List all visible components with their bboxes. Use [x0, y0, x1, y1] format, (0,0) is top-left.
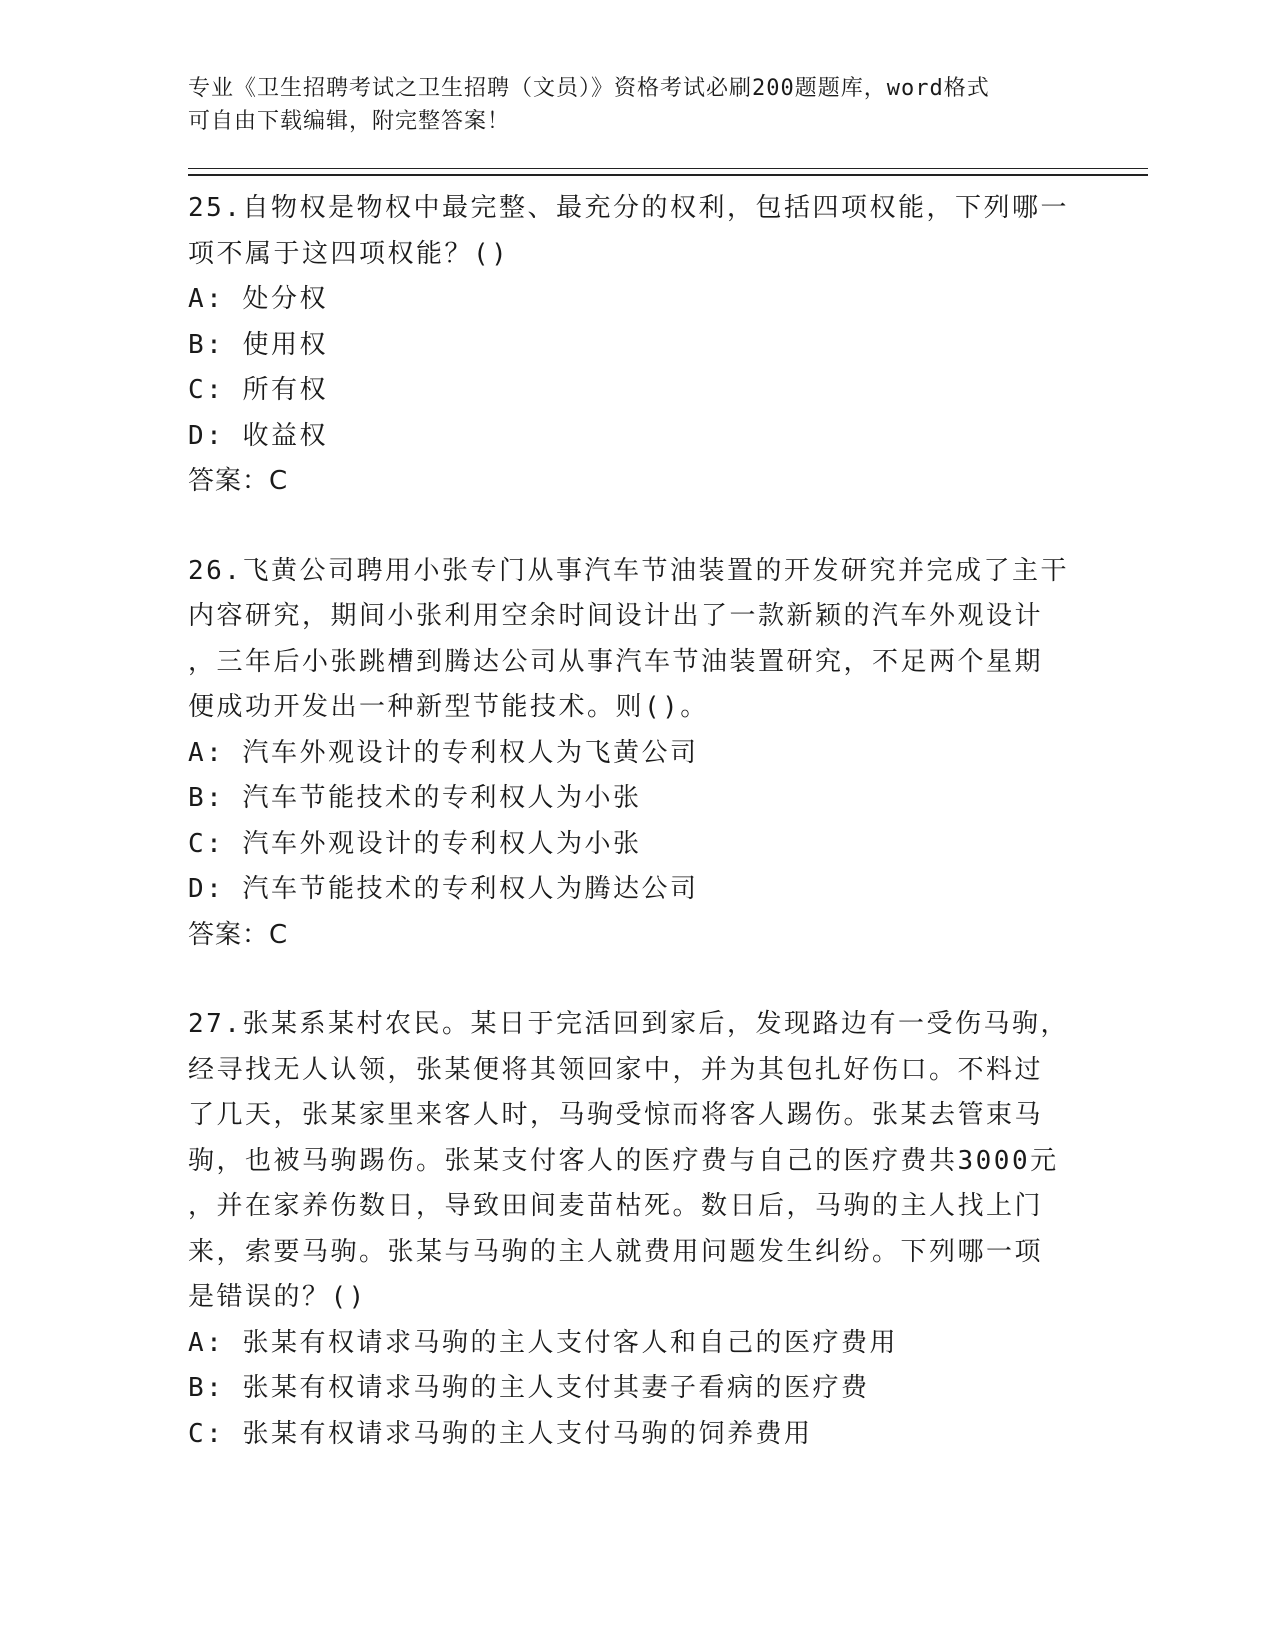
option-a: A: 汽车外观设计的专利权人为飞黄公司 [188, 737, 699, 768]
question-text-line: 便成功开发出一种新型节能技术。则()。 [188, 692, 709, 722]
question-text-line: ，三年后小张跳槽到腾达公司从事汽车节油装置研究，不足两个星期 [188, 646, 1044, 677]
question-text-line: 26.飞黄公司聘用小张专门从事汽车节油装置的开发研究并完成了主干 [188, 555, 1069, 586]
option-d: D: 汽车节能技术的专利权人为腾达公司 [188, 874, 699, 904]
option-b: B: 汽车节能技术的专利权人为小张 [188, 783, 642, 813]
question-text-line: 内容研究，期间小张利用空余时间设计出了一款新颖的汽车外观设计 [188, 601, 1044, 631]
question-25 [188, 186, 1148, 505]
question-text-line: 25.自物权是物权中最完整、最充分的权利，包括四项权能，下列哪一 [188, 193, 1069, 223]
question-text-line: 了几天，张某家里来客人时，马驹受惊而将客人踢伤。张某去管束马 [188, 1100, 1044, 1130]
option-c: C: 所有权 [188, 375, 328, 405]
question-text-line: 驹，也被马驹踢伤。张某支付客人的医疗费与自己的医疗费共3000元 [188, 1145, 1059, 1176]
question-text-line: 是错误的？() [188, 1282, 367, 1312]
header-divider [188, 168, 1148, 176]
header-line-2: 可自由下载编辑，附完整答案！ [188, 109, 511, 134]
question-text-line: ，并在家养伤数日，导致田间麦苗枯死。数日后，马驹的主人找上门 [188, 1191, 1044, 1221]
option-c: C: 汽车外观设计的专利权人为小张 [188, 828, 642, 859]
option-d: D: 收益权 [188, 420, 328, 451]
question-text-line: 来，索要马驹。张某与马驹的主人就费用问题发生纠纷。下列哪一项 [188, 1236, 1044, 1267]
question-text-line: 经寻找无人认领，张某便将其领回家中，并为其包扎好伤口。不料过 [188, 1054, 1044, 1085]
question-text-line: 27.张某系某村农民。某日于完活回到家后，发现路边有一受伤马驹， [188, 1009, 1069, 1039]
question-27 [188, 1002, 1148, 1457]
document-page [188, 72, 1148, 1457]
option-b: B: 使用权 [188, 329, 328, 360]
option-a: A: 处分权 [188, 284, 328, 314]
question-26 [188, 549, 1148, 959]
header-line-1: 专业《卫生招聘考试之卫生招聘（文员）》资格考试必刷200题题库，word格式 [188, 76, 990, 101]
option-c: C: 张某有权请求马驹的主人支付马驹的饲养费用 [188, 1418, 813, 1449]
answer-line: 答案：C [188, 919, 289, 950]
answer-line: 答案：C [188, 466, 289, 496]
question-text-line: 项不属于这四项权能？() [188, 238, 510, 269]
option-b: B: 张某有权请求马驹的主人支付其妻子看病的医疗费 [188, 1373, 870, 1403]
option-a: A: 张某有权请求马驹的主人支付客人和自己的医疗费用 [188, 1327, 898, 1358]
document-header [188, 72, 1148, 138]
